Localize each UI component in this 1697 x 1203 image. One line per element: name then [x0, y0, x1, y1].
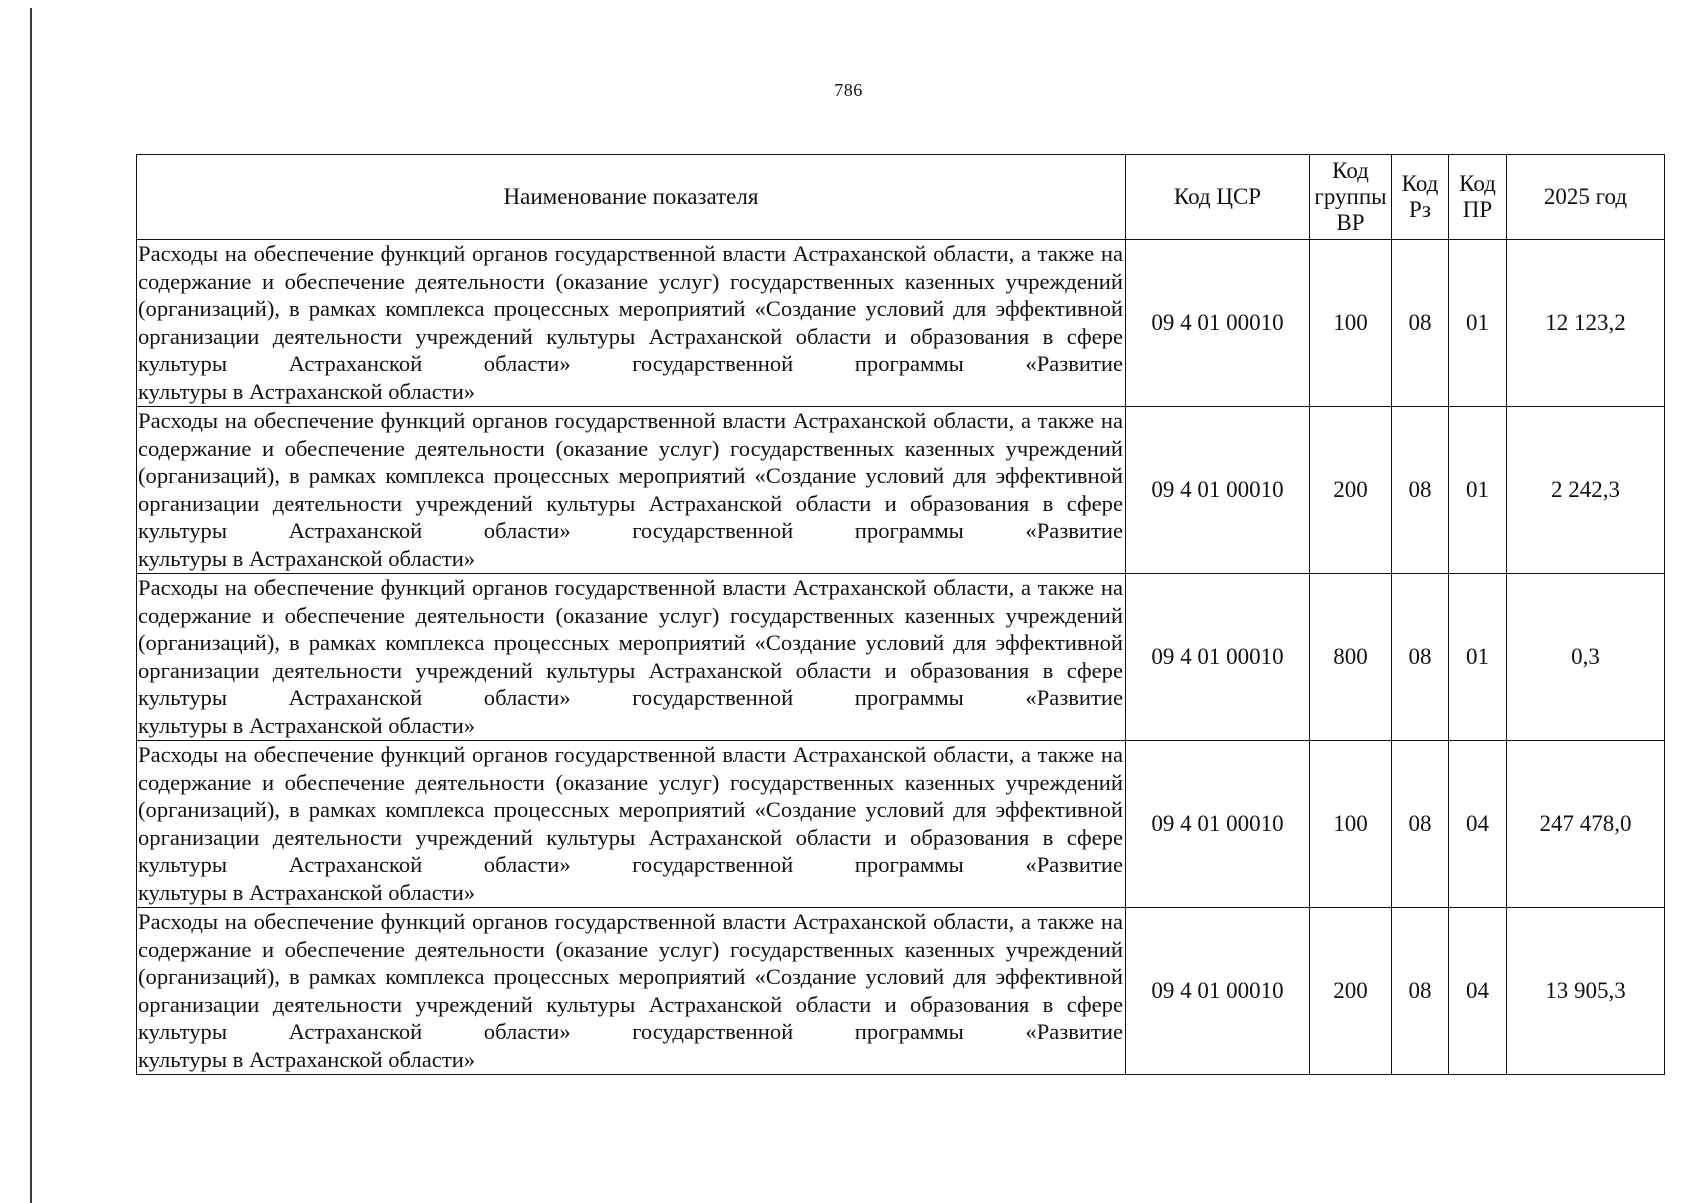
- indicator-name-last-line: культуры в Астраханской области»: [138, 879, 476, 905]
- binding-margin-line: [30, 8, 32, 1203]
- table-row: [137, 407, 1665, 574]
- indicator-name-text: Расходы на обеспечение функций органов государственной власти Астраханской области, а также на содержание и обеспечение деятельности (оказание услуг) государственных казенных учреждений (организаций), в рамках комплекса процессных мероприятий «Создание условий для эффективной организации деятельности учреждений культуры Астраханской области и образования в сфере культуры Астраханской области» государственной программы «Развитие: [138, 241, 1123, 376]
- table-row: [137, 574, 1665, 741]
- rz-code-cell: 08: [1392, 908, 1449, 1075]
- vr-code-cell: 100: [1310, 741, 1392, 908]
- csr-code-cell: 09 4 01 00010: [1126, 407, 1310, 574]
- indicator-name-cell: [137, 407, 1126, 574]
- amount-cell: 247 478,0: [1507, 741, 1665, 908]
- header-pr-code: Код ПР: [1449, 155, 1507, 240]
- table-row: [137, 741, 1665, 908]
- indicator-name-last-line: культуры в Астраханской области»: [138, 545, 476, 571]
- csr-code-cell: 09 4 01 00010: [1126, 574, 1310, 741]
- indicator-name-cell: [137, 240, 1126, 407]
- csr-code-cell: 09 4 01 00010: [1126, 908, 1310, 1075]
- indicator-name-text: Расходы на обеспечение функций органов государственной власти Астраханской области, а также на содержание и обеспечение деятельности (оказание услуг) государственных казенных учреждений (организаций), в рамках комплекса процессных мероприятий «Создание условий для эффективной организации деятельности учреждений культуры Астраханской области и образования в сфере культуры Астраханской области» государственной программы «Развитие: [138, 575, 1123, 710]
- indicator-name-cell: [137, 908, 1126, 1075]
- pr-code-cell: 01: [1449, 574, 1507, 741]
- amount-cell: 2 242,3: [1507, 407, 1665, 574]
- indicator-name-last-line: культуры в Астраханской области»: [138, 378, 476, 404]
- csr-code-cell: 09 4 01 00010: [1126, 240, 1310, 407]
- header-vr-group-code: Код группы ВР: [1310, 155, 1392, 240]
- table-header-row: [137, 155, 1665, 240]
- indicator-name-text: Расходы на обеспечение функций органов государственной власти Астраханской области, а также на содержание и обеспечение деятельности (оказание услуг) государственных казенных учреждений (организаций), в рамках комплекса процессных мероприятий «Создание условий для эффективной организации деятельности учреждений культуры Астраханской области и образования в сфере культуры Астраханской области» государственной программы «Развитие: [138, 408, 1123, 543]
- vr-code-cell: 200: [1310, 908, 1392, 1075]
- table-row: [137, 240, 1665, 407]
- page-number: 786: [834, 80, 863, 100]
- budget-expenses-table: [136, 154, 1665, 1075]
- header-indicator-name: Наименование показателя: [137, 155, 1126, 240]
- vr-code-cell: 800: [1310, 574, 1392, 741]
- amount-cell: 13 905,3: [1507, 908, 1665, 1075]
- indicator-name-last-line: культуры в Астраханской области»: [138, 1046, 476, 1072]
- indicator-name-text: Расходы на обеспечение функций органов государственной власти Астраханской области, а также на содержание и обеспечение деятельности (оказание услуг) государственных казенных учреждений (организаций), в рамках комплекса процессных мероприятий «Создание условий для эффективной организации деятельности учреждений культуры Астраханской области и образования в сфере культуры Астраханской области» государственной программы «Развитие: [138, 909, 1123, 1044]
- indicator-name-last-line: культуры в Астраханской области»: [138, 712, 476, 738]
- indicator-name-text: Расходы на обеспечение функций органов государственной власти Астраханской области, а также на содержание и обеспечение деятельности (оказание услуг) государственных казенных учреждений (организаций), в рамках комплекса процессных мероприятий «Создание условий для эффективной организации деятельности учреждений культуры Астраханской области и образования в сфере культуры Астраханской области» государственной программы «Развитие: [138, 742, 1123, 877]
- header-year-2025: 2025 год: [1507, 155, 1665, 240]
- csr-code-cell: 09 4 01 00010: [1126, 741, 1310, 908]
- rz-code-cell: 08: [1392, 407, 1449, 574]
- pr-code-cell: 04: [1449, 908, 1507, 1075]
- vr-code-cell: 100: [1310, 240, 1392, 407]
- pr-code-cell: 01: [1449, 240, 1507, 407]
- rz-code-cell: 08: [1392, 574, 1449, 741]
- vr-code-cell: 200: [1310, 407, 1392, 574]
- pr-code-cell: 01: [1449, 407, 1507, 574]
- table-row: [137, 908, 1665, 1075]
- indicator-name-cell: [137, 741, 1126, 908]
- rz-code-cell: 08: [1392, 741, 1449, 908]
- pr-code-cell: 04: [1449, 741, 1507, 908]
- header-rz-code: Код Рз: [1392, 155, 1449, 240]
- amount-cell: 12 123,2: [1507, 240, 1665, 407]
- rz-code-cell: 08: [1392, 240, 1449, 407]
- header-csr-code: Код ЦСР: [1126, 155, 1310, 240]
- amount-cell: 0,3: [1507, 574, 1665, 741]
- indicator-name-cell: [137, 574, 1126, 741]
